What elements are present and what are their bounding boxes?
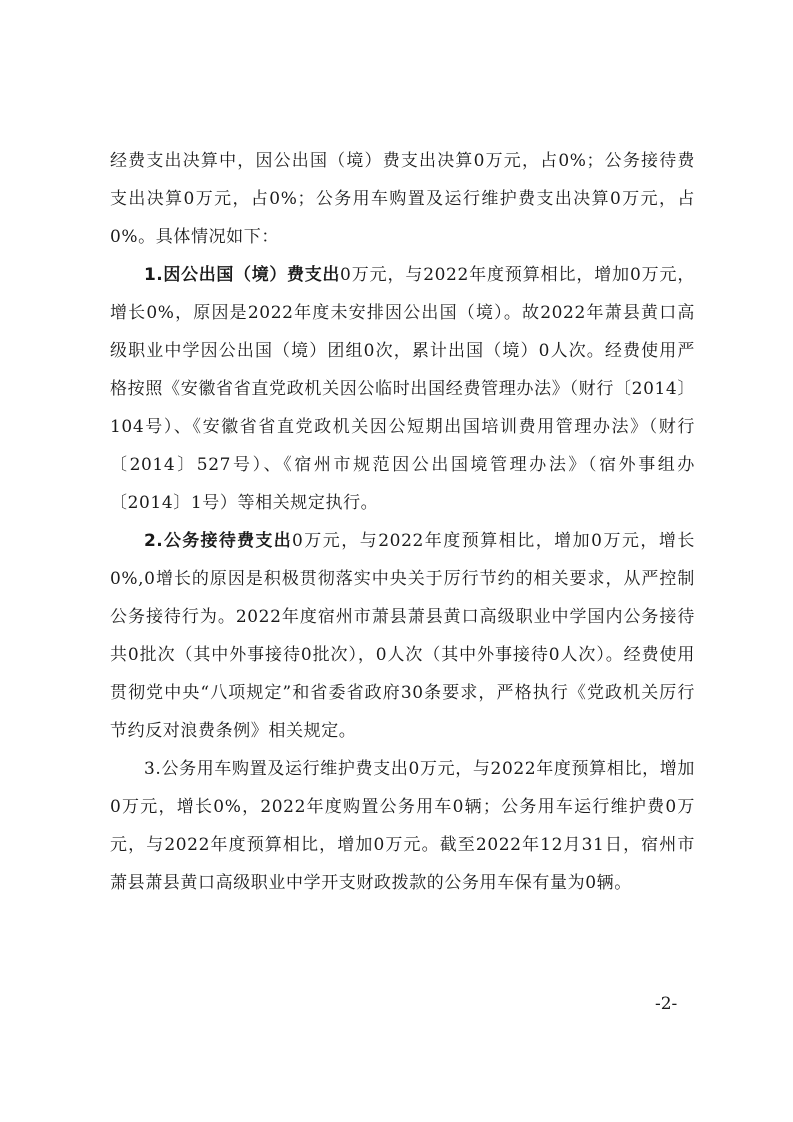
page-number: -2-: [655, 994, 678, 1014]
paragraph-overseas-travel: [110, 256, 695, 522]
paragraph-text: 经费支出决算中，因公出国（境）费支出决算0万元，占0%；公务接待费支出决算0万元，占0%；公务用车购置及运行维护费支出决算0万元，占0%。具体情况如下：: [110, 151, 695, 247]
paragraph-text: 0万元，与2022年度预算相比，增加0万元，增长0%，原因是2022年度未安排因公出国（境）。故2022年萧县黄口高级职业中学因公出国（境）团组0次，累计出国（境）0人次。经费使用严格按照《安徽省省直党政机关因公临时出国经费管理办法》（财行〔2014〕104号）、《安徽省省直党政机关因公短期出国培训费用管理办法》（财行〔2014〕527号）、《宿州市规范因公出国境管理办法》（宿外事组办〔2014〕1号）等相关规定执行。: [110, 265, 695, 513]
section-heading-overseas-travel: 1.因公出国（境）费支出: [144, 265, 341, 285]
document-body: [110, 142, 695, 902]
paragraph-expense-summary: [110, 142, 695, 256]
paragraph-official-reception: [110, 522, 695, 750]
section-heading-official-reception: 2.公务接待费支出: [144, 531, 292, 551]
paragraph-text: 3.公务用车购置及运行维护费支出0万元，与2022年度预算相比，增加0万元，增长0%，2022年度购置公务用车0辆；公务用车运行维护费0万元，与2022年度预算相比，增加0万元。截至2022年12月31日，宿州市萧县萧县黄口高级职业中学开支财政拨款的公务用车保有量为0辆。: [110, 759, 695, 893]
paragraph-text: 0万元，与2022年度预算相比，增加0万元，增长0%,0增长的原因是积极贯彻落实中央关于厉行节约的相关要求，从严控制公务接待行为。2022年度宿州市萧县萧县黄口高级职业中学国内公务接待共0批次（其中外事接待0批次），0人次（其中外事接待0人次）。经费使用贯彻党中央“八项规定”和省委省政府30条要求，严格执行《党政机关厉行节约反对浪费条例》相关规定。: [110, 531, 696, 741]
paragraph-official-vehicles: [110, 750, 695, 902]
